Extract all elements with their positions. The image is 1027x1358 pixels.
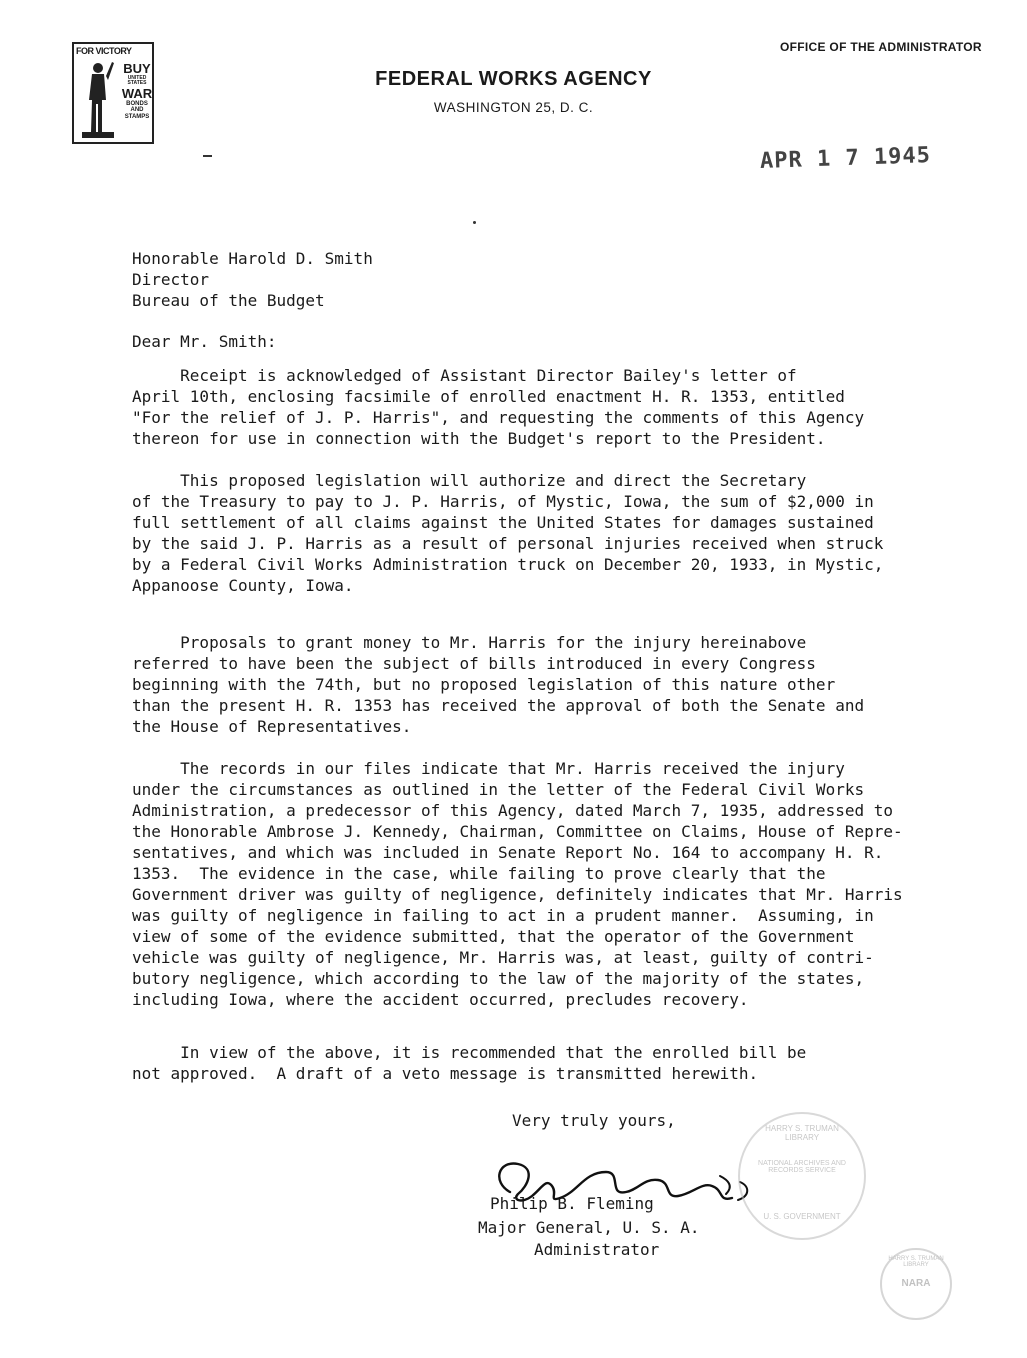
poster-line: BUY (123, 61, 151, 76)
paragraph-line: of the Treasury to pay to J. P. Harris, of Mystic, Iowa, the sum of $2,000 in (132, 492, 874, 511)
salutation: Dear Mr. Smith: (132, 332, 277, 351)
handwritten-signature (488, 1152, 758, 1222)
closing: Very truly yours, (512, 1111, 676, 1130)
paragraph-line: thereon for use in connection with the Budget's report to the President. (132, 429, 826, 448)
signer-title: Administrator (534, 1240, 660, 1259)
paragraph-line: view of some of the evidence submitted, that the operator of the Government (132, 927, 855, 946)
seal-text: HARRY S. TRUMAN LIBRARY (888, 1256, 944, 1268)
library-seal-stamp (738, 1112, 866, 1240)
paragraph-line: the House of Representatives. (132, 717, 412, 736)
seal-text: NATIONAL ARCHIVES AND RECORDS SERVICE (758, 1160, 846, 1174)
stray-mark (473, 221, 476, 224)
paragraph-line: Appanoose County, Iowa. (132, 576, 354, 595)
paragraph-line: April 10th, enclosing facsimile of enrolled enactment H. R. 1353, entitled (132, 387, 845, 406)
address-line: Honorable Harold D. Smith (132, 249, 373, 268)
poster-line: BONDS AND (126, 101, 148, 113)
nara-seal-stamp (880, 1248, 952, 1320)
paragraph-line: by a Federal Civil Works Administration truck on December 20, 1933, in Mystic, (132, 555, 884, 574)
war-bonds-poster-logo (72, 42, 154, 144)
seal-text: NARA (901, 1278, 931, 1289)
date-received-stamp: APR 1 7 1945 (759, 143, 932, 174)
paragraph-line: In view of the above, it is recommended that the enrolled bill be (132, 1043, 807, 1062)
poster-top-text: FOR VICTORY (76, 46, 132, 56)
paragraph-line: was guilty of negligence in failing to act in a prudent manner. Assuming, in (132, 906, 874, 925)
paragraph-line: beginning with the 74th, but no proposed legislation of this nature other (132, 675, 836, 694)
paragraph-line: Proposals to grant money to Mr. Harris for the injury hereinabove (132, 633, 807, 652)
office-label: OFFICE OF THE ADMINISTRATOR (780, 40, 982, 54)
paragraph-line: butory negligence, which according to the law of the majority of the states, (132, 969, 865, 988)
poster-line: STAMPS (124, 114, 150, 120)
paragraph-line: sentatives, and which was included in Senate Report No. 164 to accompany H. R. (132, 843, 884, 862)
paragraph-line: "For the relief of J. P. Harris", and requesting the comments of this Agency (132, 408, 865, 427)
paragraph-line: vehicle was guilty of negligence, Mr. Harris was, at least, guilty of contri- (132, 948, 874, 967)
poster-line: WAR (121, 86, 153, 101)
paragraph-line: The records in our files indicate that Mr. Harris received the injury (132, 759, 845, 778)
paragraph-line: full settlement of all claims against the United States for damages sustained (132, 513, 874, 532)
paragraph-line: than the present H. R. 1353 has received the approval of both the Senate and (132, 696, 865, 715)
paragraph-line: the Honorable Ambrose J. Kennedy, Chairman, Committee on Claims, House of Repre- (132, 822, 903, 841)
signer-rank: Major General, U. S. A. (478, 1218, 700, 1237)
signer-name: Philip B. Fleming (490, 1194, 654, 1213)
paragraph-line: Government driver was guilty of negligence, definitely indicates that Mr. Harris (132, 885, 903, 904)
address-line: Bureau of the Budget (132, 291, 325, 310)
paragraph-line: Administration, a predecessor of this Agency, dated March 7, 1935, addressed to (132, 801, 893, 820)
paragraph-line: under the circumstances as outlined in the letter of the Federal Civil Works (132, 780, 865, 799)
stray-mark (203, 155, 212, 157)
paragraph-line: 1353. The evidence in the case, while failing to prove clearly that the (132, 864, 826, 883)
address-line: Director (132, 270, 210, 289)
paragraph-line: referred to have been the subject of bills introduced in every Congress (132, 654, 816, 673)
paragraph-line: by the said J. P. Harris as a result of personal injuries received when struck (132, 534, 884, 553)
seal-text: HARRY S. TRUMAN LIBRARY (765, 1124, 839, 1142)
seal-text: U. S. GOVERNMENT (763, 1212, 841, 1221)
agency-city: WASHINGTON 25, D. C. (433, 100, 594, 115)
paragraph-line: not approved. A draft of a veto message is transmitted herewith. (132, 1064, 759, 1083)
letter-body (132, 248, 992, 1268)
poster-line: UNITED STATES (127, 75, 147, 86)
agency-name: FEDERAL WORKS AGENCY (375, 68, 652, 90)
paragraph-line: Receipt is acknowledged of Assistant Director Bailey's letter of (132, 366, 797, 385)
paragraph-line: This proposed legislation will authorize and direct the Secretary (132, 471, 807, 490)
paragraph-line: including Iowa, where the accident occurred, precludes recovery. (132, 990, 749, 1009)
